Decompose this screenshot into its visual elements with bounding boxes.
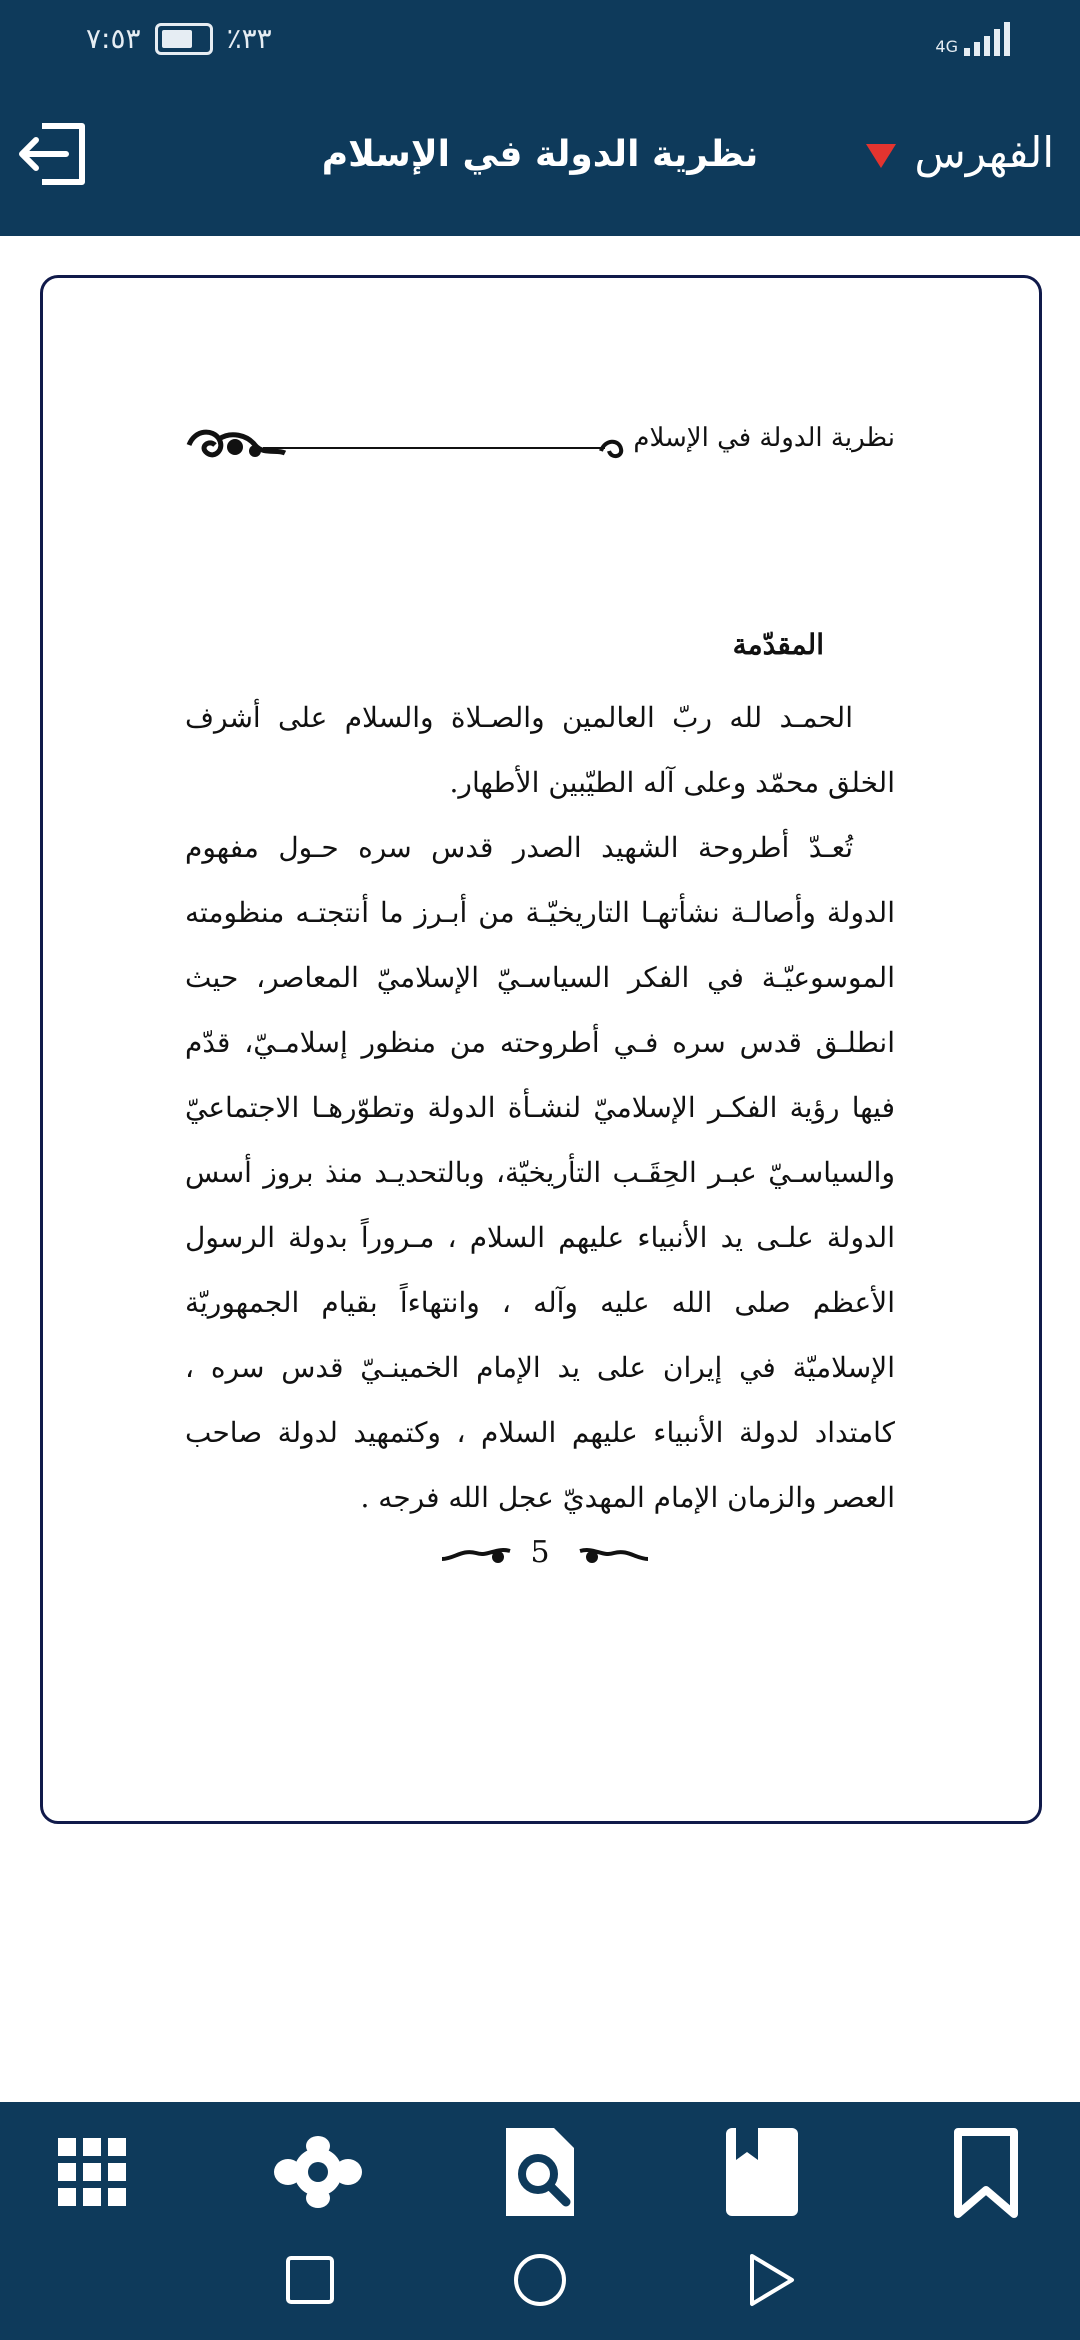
triangle-icon[interactable] [740, 2250, 800, 2310]
head-rule [263, 447, 605, 449]
running-head-title: نظرية الدولة في الإسلام [633, 423, 895, 453]
running-head [185, 415, 895, 475]
page-body [185, 685, 895, 1530]
index-dropdown[interactable] [866, 128, 1054, 177]
triangle-down-icon [866, 144, 896, 168]
ornament-icon [597, 437, 627, 461]
book-icon[interactable] [716, 2124, 812, 2220]
section-title: المقدّمة [732, 628, 824, 661]
paragraph: الحمـد لله ربّ العالمين والصـلاة والسلام على أشرف الخلق محمّد وعلى آله الطيّبين الأطهار. [185, 701, 895, 799]
square-icon[interactable] [280, 2250, 340, 2310]
app-bar [0, 84, 1080, 236]
network-type: 4G [935, 37, 958, 56]
index-label: الفهرس [914, 128, 1054, 177]
circle-icon[interactable] [510, 2250, 570, 2310]
signal-icon [964, 22, 1010, 56]
ornament-icon [570, 1545, 650, 1567]
status-left [86, 22, 272, 55]
status-right [935, 22, 1010, 56]
settings-icon[interactable] [270, 2124, 366, 2220]
bottom-toolbar [0, 2102, 1080, 2340]
status-bar [0, 0, 1080, 84]
paragraph: تُعـدّ أطروحة الشهيد الصدر قدس سره حـول مفهوم الدولة وأصالـة نشأتهـا التاريخيّـة من أبـرز ما أنتجتـه منظومته الموسوعيّـة في الفكر السياسـيّ الإسلاميّ المعاصر، حيث انطلـق قدس سره فـي أطروحته من منظور إسلامـيّ، قدّم فيها رؤية الفكـر الإسلاميّ لنشـأة الدولة وتطوّرهـا الاجتماعيّ والسياسـيّ عبـر الحِقَـب التأريخيّة، وبالتحديـد منذ بروز أسس الدولة علـى يد الأنبياء عليهم السلام ، مـروراً بدولة الرسول الأعظم صلى الله عليه وآله ، وانتهاءاً بقيام الجمهوريّة الإسلاميّة في إيران على يد الإمام الخمينـيّ قدس سره ، كامتداد لدولة الأنبياء عليهم السلام ، وكتمهيد لدولة صاحب العصر والزمان الإمام المهديّ عجل الله فرجه . [185, 831, 895, 1514]
page-title: نظرية الدولة في الإسلام [321, 134, 759, 175]
battery-icon [155, 23, 213, 55]
status-time: ٧:٥٣ [86, 22, 141, 55]
bookmark-icon[interactable] [938, 2124, 1034, 2220]
battery-percent: ٪٣٣ [226, 22, 272, 55]
search-document-icon[interactable] [492, 2124, 588, 2220]
page-number: 5 [530, 1535, 550, 1570]
grid-icon[interactable] [44, 2124, 140, 2220]
